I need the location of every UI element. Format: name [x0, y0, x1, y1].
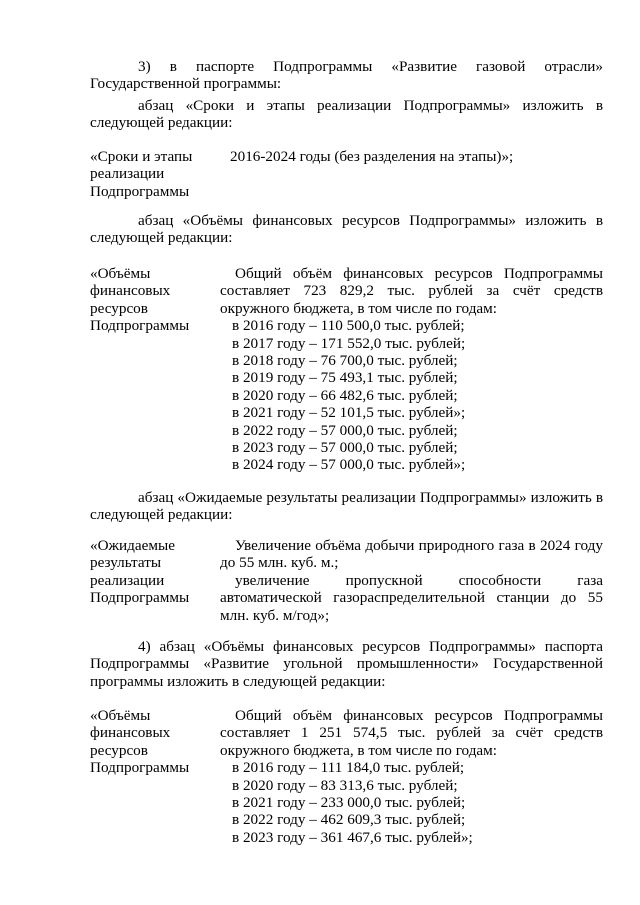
paragraph-item-4: 4) абзац «Объёмы финансовых ресурсов Подпрограммы» паспорта Подпрограммы «Развитие угольной промышленности» Государственной программы изложить в следующей редакции: — [90, 638, 603, 690]
finance-block-coal — [90, 707, 603, 847]
finance-year-line: в 2023 году – 57 000,0 тыс. рублей; — [232, 439, 458, 457]
paragraph-finance-intro: абзац «Объёмы финансовых ресурсов Подпрограммы» изложить в следующей редакции: — [90, 212, 603, 247]
finance-year-line: в 2021 году – 52 101,5 тыс. рублей»; — [232, 404, 466, 422]
finance-year-line: в 2017 году – 171 552,0 тыс. рублей; — [232, 334, 466, 352]
finance-year-line: в 2019 году – 75 493,1 тыс. рублей; — [232, 369, 458, 387]
finance-label-coal: «Объёмы финансовых ресурсов Подпрограммы — [90, 707, 190, 777]
results-label: «Ожидаемые результаты реализации Подпрограммы — [90, 537, 190, 607]
finance-year-line: в 2023 году – 361 467,6 тыс. рублей»; — [232, 828, 473, 846]
finance-intro-gas: Общий объём финансовых ресурсов Подпрограммы составляет 723 829,2 тыс. рублей за счёт средств окружного бюджета, в том числе по годам: — [220, 265, 603, 317]
paragraph-item-3: 3) в паспорте Подпрограммы «Развитие газовой отрасли» Государственной программы: — [90, 58, 603, 93]
finance-year-line: в 2016 году – 111 184,0 тыс. рублей; — [232, 759, 465, 777]
terms-block — [90, 148, 603, 202]
finance-year-line: в 2016 году – 110 500,0 тыс. рублей; — [232, 317, 465, 335]
paragraph-terms-intro: абзац «Сроки и этапы реализации Подпрограммы» изложить в следующей редакции: — [90, 97, 603, 132]
results-block — [90, 537, 603, 627]
results-text-1: Увеличение объёма добычи природного газа в 2024 году до 55 млн. куб. м.; — [220, 537, 603, 572]
finance-block-gas — [90, 265, 603, 475]
paragraph-results-intro: абзац «Ожидаемые результаты реализации Подпрограммы» изложить в следующей редакции: — [90, 489, 603, 524]
finance-year-line: в 2022 году – 57 000,0 тыс. рублей; — [232, 421, 458, 439]
finance-year-line: в 2020 году – 66 482,6 тыс. рублей; — [232, 386, 458, 404]
results-text-2: увеличение пропускной способности газа автоматической газораспределительной станции до 55 млн. куб. м/год»; — [220, 571, 603, 624]
finance-year-line: в 2022 году – 462 609,3 тыс. рублей; — [232, 811, 466, 829]
results-content — [220, 537, 603, 624]
finance-year-line: в 2021 году – 233 000,0 тыс. рублей; — [232, 794, 466, 812]
terms-text: 2016-2024 годы (без разделения на этапы)»; — [230, 148, 514, 165]
finance-label-gas: «Объёмы финансовых ресурсов Подпрограммы — [90, 265, 190, 335]
finance-content-gas — [220, 265, 603, 474]
finance-content-coal — [220, 707, 603, 846]
terms-label: «Сроки и этапы реализации Подпрограммы — [90, 148, 193, 200]
finance-year-line: в 2024 году – 57 000,0 тыс. рублей»; — [232, 456, 466, 474]
finance-year-line: в 2018 году – 76 700,0 тыс. рублей; — [232, 352, 458, 370]
finance-year-line: в 2020 году – 83 313,6 тыс. рублей; — [232, 776, 458, 794]
finance-intro-coal: Общий объём финансовых ресурсов Подпрограммы составляет 1 251 574,5 тыс. рублей за счёт средств окружного бюджета, в том числе по годам: — [220, 707, 603, 759]
